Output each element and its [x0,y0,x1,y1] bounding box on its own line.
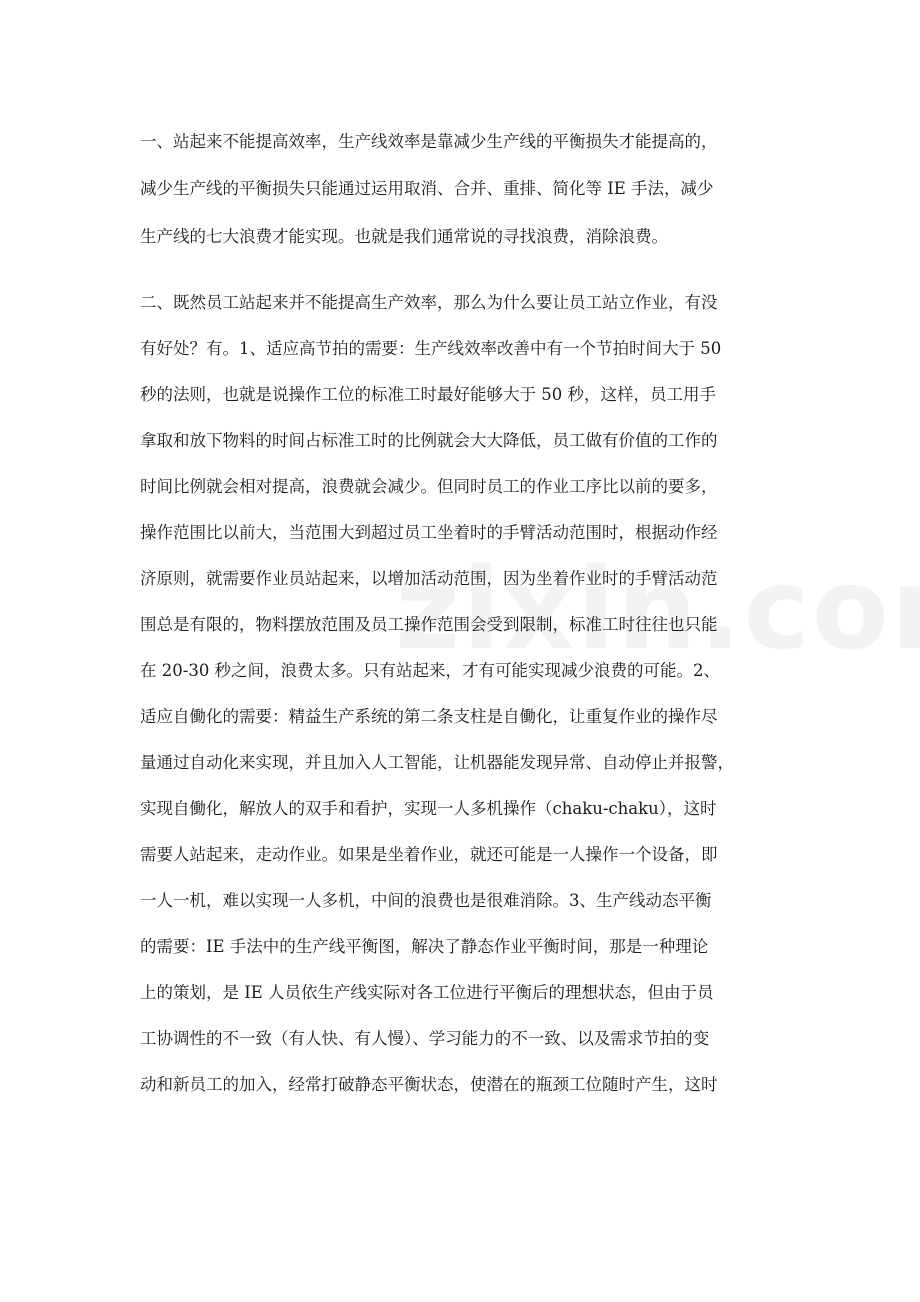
text-line: 的需要：IE 手法中的生产线平衡图，解决了静态作业平衡时间，那是一种理论 [140,937,709,956]
text-line: 操作范围比以前大，当范围大到超过员工坐着时的手臂活动范围时，根据动作经 [140,523,718,542]
text-line: 时间比例就会相对提高，浪费就会减少。但同时员工的作业工序比以前的要多， [140,477,718,496]
text-line: 秒的法则，也就是说操作工位的标准工时最好能够大于 50 秒，这样，员工用手 [140,385,716,404]
text-line: 一、站起来不能提高效率，生产线效率是靠减少生产线的平衡损失才能提高的， [140,132,718,151]
text-line: 上的策划，是 IE 人员依生产线实际对各工位进行平衡后的理想状态，但由于员 [140,983,714,1002]
text-line: 实现自働化，解放人的双手和看护，实现一人多机操作（chaku-chaku），这时 [140,799,717,818]
text-line: 二、既然员工站起来并不能提高生产效率，那么为什么要让员工站立作业，有没 [140,293,718,312]
text-line: 一人一机，难以实现一人多机，中间的浪费也是很难消除。3、生产线动态平衡 [140,891,712,910]
text-line: 适应自働化的需要：精益生产系统的第二条支柱是自働化，让重复作业的操作尽 [140,707,718,726]
text-line: 有好处？有。1、适应高节拍的需要：生产线效率改善中有一个节拍时间大于 50 [140,339,722,358]
text-line: 量通过自动化来实现，并且加入人工智能，让机器能发现异常、自动停止并报警， [140,753,734,772]
text-line: 在 20-30 秒之间，浪费太多。只有站起来，才有可能实现减少浪费的可能。2、 [140,661,721,680]
text-line: 动和新员工的加入，经常打破静态平衡状态，使潜在的瓶颈工位随时产生，这时 [140,1075,718,1094]
text-line: 需要人站起来，走动作业。如果是坐着作业，就还可能是一人操作一个设备，即 [140,845,718,864]
text-line: 拿取和放下物料的时间占标准工时的比例就会大大降低，员工做有价值的工作的 [140,431,718,450]
watermark [395,545,920,675]
text-line: 围总是有限的，物料摆放范围及员工操作范围会受到限制，标准工时往往也只能 [140,615,718,634]
text-line: 生产线的七大浪费才能实现。也就是我们通常说的寻找浪费，消除浪费。 [140,227,668,246]
text-line: 济原则，就需要作业员站起来，以增加活动范围，因为坐着作业时的手臂活动范 [140,569,718,588]
text-line: 工协调性的不一致（有人快、有人慢）、学习能力的不一致、以及需求节拍的变 [140,1029,710,1048]
text-line: 减少生产线的平衡损失只能通过运用取消、合并、重排、简化等 IE 手法，减少 [140,179,714,198]
